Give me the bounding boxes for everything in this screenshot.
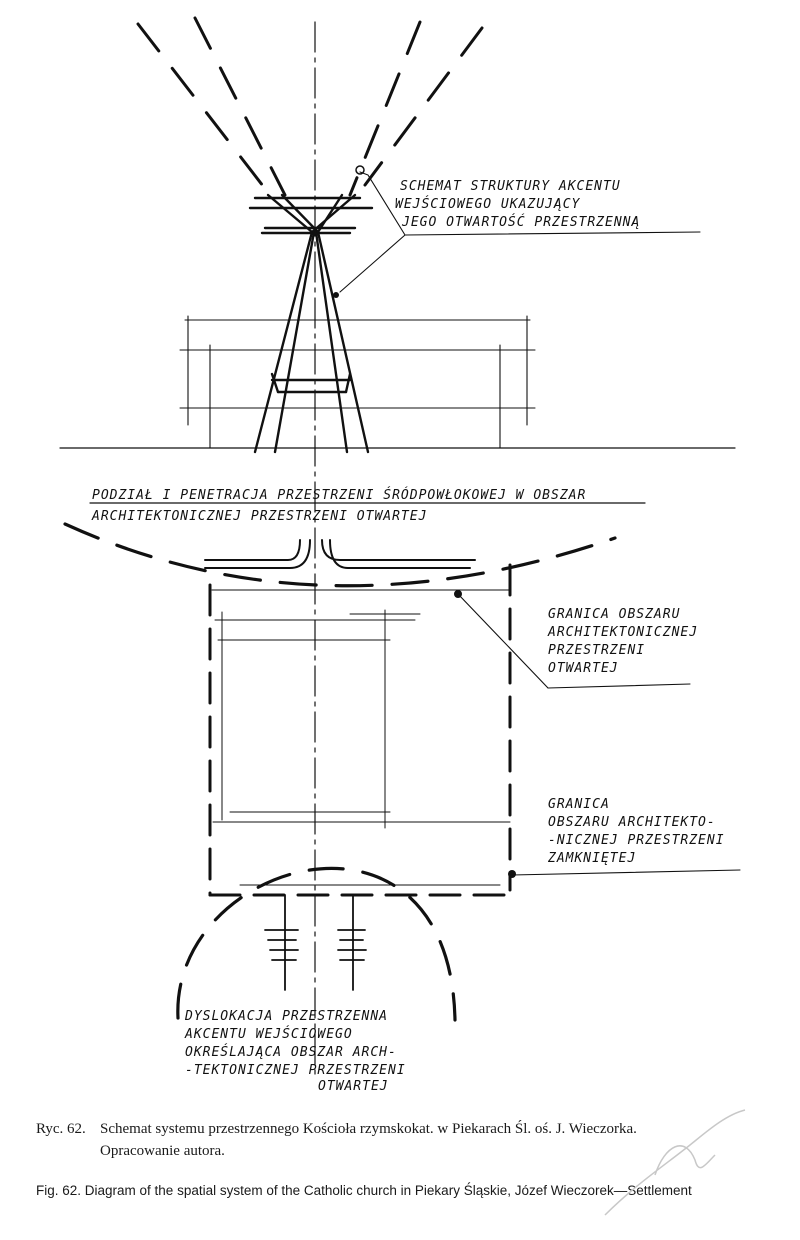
radiating-rays — [138, 18, 482, 195]
svg-text:DYSLOKACJA PRZESTRZENNA: DYSLOKACJA PRZESTRZENNA — [185, 1009, 389, 1024]
open-space-boundary-arc — [65, 524, 615, 586]
church-floor-plan — [212, 590, 510, 885]
label-closed-boundary — [547, 797, 725, 866]
svg-text:PODZIAŁ I PENETRACJA PRZESTRZE: PODZIAŁ I PENETRACJA PRZESTRZENI ŚRÓDPOWŁOKOWEJ W OBSZAR — [92, 488, 587, 503]
penetration-curves — [205, 540, 475, 568]
svg-text:-NICZNEJ PRZESTRZENI: -NICZNEJ PRZESTRZENI — [548, 833, 725, 848]
svg-text:ARCHITEKTONICZNEJ PRZESTRZENI: ARCHITEKTONICZNEJ PRZESTRZENI OTWARTEJ — [92, 509, 428, 524]
label-accent-structure — [395, 179, 640, 230]
building-outline — [180, 316, 535, 448]
svg-text:OTWARTEJ: OTWARTEJ — [318, 1079, 389, 1094]
signature-mark — [595, 1105, 755, 1225]
svg-text:ARCHITEKTONICZNEJ: ARCHITEKTONICZNEJ — [548, 625, 699, 640]
svg-text:OTWARTEJ: OTWARTEJ — [548, 661, 619, 676]
svg-text:-TEKTONICZNEJ PRZESTRZENI: -TEKTONICZNEJ PRZESTRZENI — [185, 1063, 406, 1078]
svg-text:GRANICA: GRANICA — [548, 797, 610, 812]
caption-english: Fig. 62. Diagram of the spatial system of the Catholic church in Piekary Śląskie, Józef Wieczorek—Settlement — [36, 1183, 692, 1198]
svg-text:OKREŚLAJĄCA OBSZAR ARCH-: OKREŚLAJĄCA OBSZAR ARCH- — [185, 1045, 397, 1060]
svg-text:GRANICA OBSZARU: GRANICA OBSZARU — [548, 607, 681, 622]
svg-text:ZAMKNIĘTEJ: ZAMKNIĘTEJ — [548, 851, 637, 866]
dislocation-arc — [178, 868, 455, 1020]
label-division-penetration — [91, 487, 586, 524]
label-dislocation — [184, 1009, 406, 1094]
caption-polish-line1: Schemat systemu przestrzennego Kościoła rzymskokat. w Piekarach Śl. oś. J. Wieczorka. — [100, 1121, 637, 1137]
svg-text:JEGO OTWARTOŚĆ PRZESTRZENNĄ: JEGO OTWARTOŚĆ PRZESTRZENNĄ — [402, 215, 641, 230]
svg-text:AKCENTU WEJŚCIOWEGO: AKCENTU WEJŚCIOWEGO — [185, 1027, 353, 1042]
caption-figure-number: Ryc. 62. — [36, 1121, 86, 1137]
svg-text:SCHEMAT STRUKTURY AKCENTU: SCHEMAT STRUKTURY AKCENTU — [400, 179, 621, 194]
label-open-boundary — [547, 607, 698, 676]
svg-text:OBSZARU ARCHITEKTO-: OBSZARU ARCHITEKTO- — [548, 815, 716, 830]
svg-text:PRZESTRZENI: PRZESTRZENI — [548, 643, 646, 658]
svg-text:WEJŚCIOWEGO UKAZUJĄCY: WEJŚCIOWEGO UKAZUJĄCY — [395, 197, 581, 212]
caption-polish-line2: Opracowanie autora. — [100, 1143, 225, 1159]
entrance-tower — [250, 195, 372, 452]
